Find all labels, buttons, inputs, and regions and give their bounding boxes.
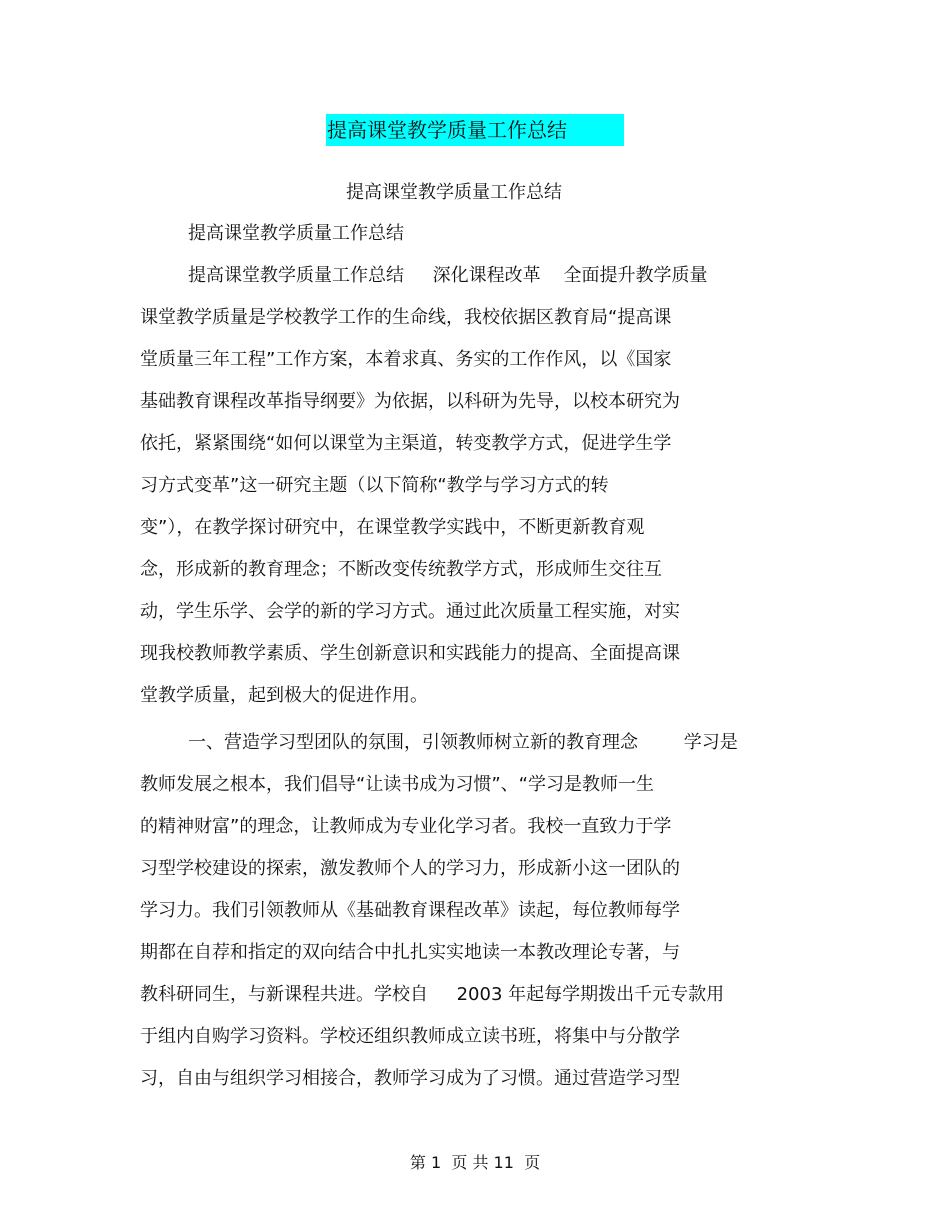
text-line: 变”），在教学探讨研究中，在课堂教学实践中，不断更新教育观 <box>140 517 645 538</box>
text-line: 教科研同生，与新课程共进。学校自 2003 年起每学期拨出千元专款用 <box>140 984 725 1005</box>
text-line: 动，学生乐学、会学的新的学习方式。通过此次质量工程实施，对实 <box>140 601 680 622</box>
text-line: 学习力。我们引领教师从《基础教育课程改革》读起，每位教师每学 <box>140 900 680 921</box>
text-line: 念，形成新的教育理念；不断改变传统教学方式，形成师生交往互 <box>140 559 662 580</box>
text-line: 堂教学质量，起到极大的促进作用。 <box>140 685 428 706</box>
text-line: 期都在自荐和指定的双向结合中扎扎实实地读一本教改理论专著，与 <box>140 942 680 963</box>
page-number-footer: 第 1 页 共 11 页 <box>409 1153 541 1172</box>
text-line: 提高课堂教学质量工作总结 <box>188 223 404 244</box>
text-line: 课堂教学质量是学校教学工作的生命线，我校依据区教育局“提高课 <box>140 307 672 328</box>
text-line: 一、营造学习型团队的氛围，引领教师树立新的教育理念 学习是 <box>188 732 738 753</box>
text-line: 堂质量三年工程”工作方案，本着求真、务实的工作作风，以《国家 <box>140 349 672 370</box>
subtitle-line: 提高课堂教学质量工作总结 <box>346 182 562 203</box>
text-line: 现我校教师教学素质、学生创新意识和实践能力的提高、全面提高课 <box>140 643 680 664</box>
text-line: 习型学校建设的探索，激发教师个人的学习力，形成新小这一团队的 <box>140 858 680 879</box>
text-line: 基础教育课程改革指导纲要》为依据，以科研为先导，以校本研究为 <box>140 391 680 412</box>
text-line: 提高课堂教学质量工作总结 深化课程改革 全面提升教学质量 <box>188 265 708 286</box>
text-line: 依托，紧紧围绕“如何以课堂为主渠道，转变教学方式，促进学生学 <box>140 433 672 454</box>
document-title: 提高课堂教学质量工作总结 <box>326 114 624 146</box>
text-line: 教师发展之根本，我们倡导“让读书成为习惯”、“学习是教师一生 <box>140 774 654 795</box>
text-line: 习方式变革”这一研究主题（以下简称“教学与学习方式的转 <box>140 475 609 496</box>
text-line: 于组内自购学习资料。学校还组织教师成立读书班，将集中与分散学 <box>140 1026 680 1047</box>
text-line: 的精神财富”的理念，让教师成为专业化学习者。我校一直致力于学 <box>140 816 672 837</box>
text-line: 习，自由与组织学习相接合，教师学习成为了习惯。通过营造学习型 <box>140 1068 680 1089</box>
